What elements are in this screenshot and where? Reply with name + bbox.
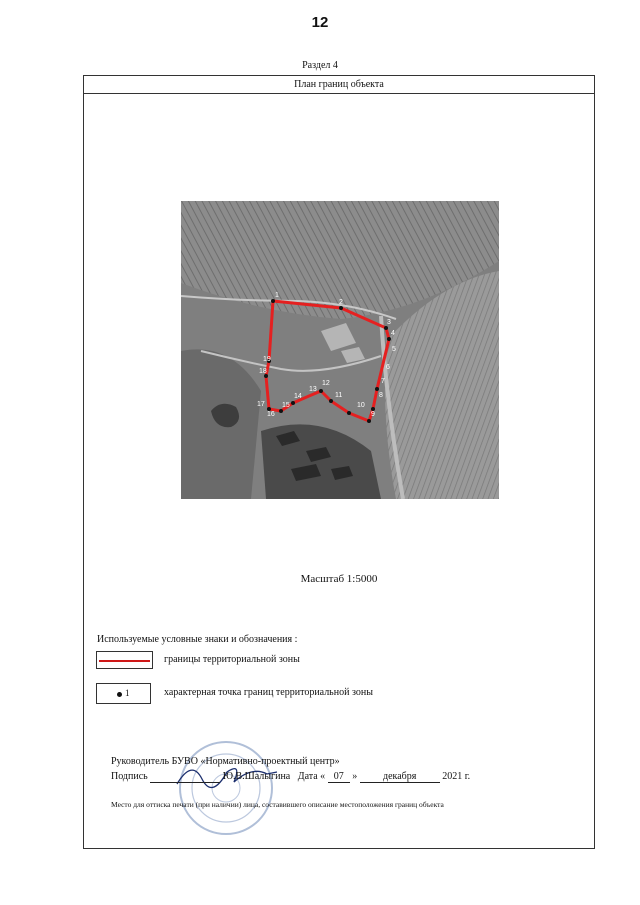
signature-line1: Руководитель БУВО «Нормативно-проектный центр» xyxy=(111,756,340,767)
signer-name: Ю.В.Шалыгина xyxy=(222,771,291,782)
date-day-close: » xyxy=(352,771,358,782)
map-point-label: 12 xyxy=(322,380,330,387)
map-point-label: 17 xyxy=(257,401,265,408)
legend-line-label: границы территориальной зоны xyxy=(164,654,300,665)
map-point-label: 2 xyxy=(339,299,343,306)
legend-line-symbol xyxy=(96,651,153,669)
frame-title: План границ объекта xyxy=(84,76,594,94)
map-point-label: 6 xyxy=(386,364,390,371)
signature-underline xyxy=(150,771,220,783)
section-label: Раздел 4 xyxy=(302,60,338,71)
map-point-label: 18 xyxy=(259,368,267,375)
aerial-map xyxy=(181,201,499,499)
map-point-label: 9 xyxy=(371,411,375,418)
map-point-label: 7 xyxy=(381,378,385,385)
stamp-note: Место для оттиска печати (при наличии) лица, составившего описание местоположения границ объекта xyxy=(111,800,444,809)
map-point-label: 15 xyxy=(282,402,290,409)
sign-label: Подпись xyxy=(111,771,148,782)
plan-frame xyxy=(83,75,595,849)
map-point-label: 14 xyxy=(294,393,302,400)
date-label: Дата « xyxy=(297,771,326,782)
map-point-label: 13 xyxy=(309,386,317,393)
legend-point-label: характерная точка границ территориальной зоны xyxy=(164,687,373,698)
map-point-label: 10 xyxy=(357,402,365,409)
map-point-label: 19 xyxy=(263,356,271,363)
map-point-label: 3 xyxy=(387,319,391,326)
page-number: 12 xyxy=(311,14,329,31)
legend-point-symbol xyxy=(96,683,151,704)
map-point-label: 5 xyxy=(392,346,396,353)
date-year: 2021 г. xyxy=(442,771,471,782)
signature-line2 xyxy=(111,771,470,783)
map-point-label: 11 xyxy=(335,392,343,399)
date-month: декабря xyxy=(360,771,440,783)
scale-text: Масштаб 1:5000 xyxy=(300,573,378,585)
map-point-label: 16 xyxy=(267,411,275,418)
legend-title: Используемые условные знаки и обозначения : xyxy=(97,634,298,645)
point-dot-icon xyxy=(117,692,122,697)
date-day: 07 xyxy=(328,771,350,783)
red-line-icon xyxy=(99,660,150,662)
map-point-label: 1 xyxy=(275,292,279,299)
map-point-label: 4 xyxy=(391,330,395,337)
map-point-label: 8 xyxy=(379,392,383,399)
legend-point-sample: 1 xyxy=(125,688,130,698)
